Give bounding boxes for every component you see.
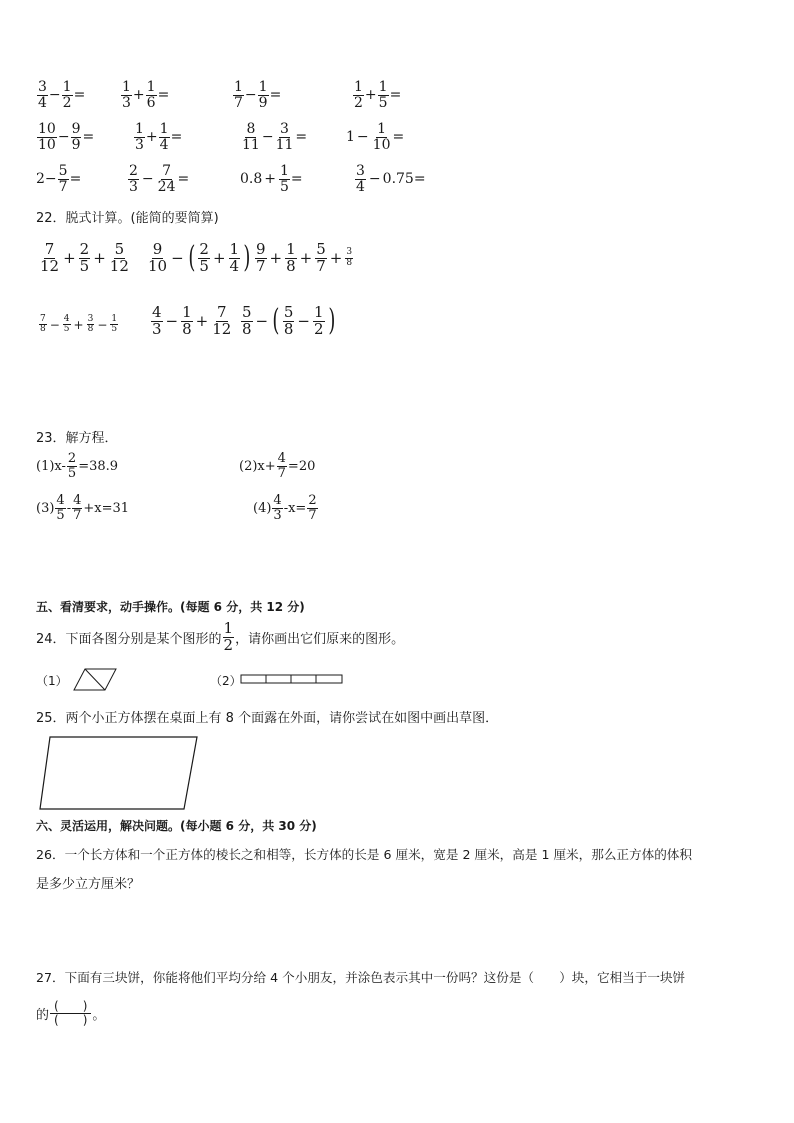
operator: −: [244, 87, 257, 104]
denominator: 8: [283, 319, 294, 338]
operator: +: [63, 249, 76, 268]
lead-number: 1: [346, 129, 355, 146]
numerator: 8: [246, 121, 256, 137]
operator: +: [269, 249, 283, 268]
numerator: 7: [217, 303, 227, 321]
operator: −: [255, 312, 269, 331]
equals: =: [290, 171, 303, 188]
numerator: 2: [199, 240, 209, 258]
oral-item: [120, 80, 169, 110]
denominator: 7: [316, 256, 326, 275]
numerator: 1: [159, 121, 169, 137]
numerator: 2: [67, 451, 77, 466]
eq-prefix: (3): [36, 500, 55, 516]
numerator: 1: [122, 79, 131, 95]
oral-item: [240, 122, 307, 152]
denominator: 24: [157, 178, 176, 195]
operator: +: [195, 312, 209, 331]
numerator: 9: [152, 240, 163, 258]
denominator: 2: [223, 635, 234, 654]
eq-prefix: (1)x-: [36, 458, 66, 474]
equals: =: [170, 129, 183, 146]
operator: −: [97, 317, 108, 332]
oral-item: [36, 80, 122, 110]
operator: −: [297, 312, 310, 331]
denominator: 7: [277, 465, 286, 481]
equals: =: [69, 171, 82, 188]
numerator: 1: [234, 79, 243, 95]
operator: −: [368, 171, 381, 188]
numerator: 4: [277, 451, 286, 466]
numerator: 3: [87, 314, 94, 324]
denominator: 11: [242, 136, 260, 153]
half-figure-strip: [240, 673, 344, 685]
numerator: 1: [354, 79, 363, 95]
equals: =: [157, 87, 170, 104]
half-figure-parallelogram: [72, 668, 118, 692]
numerator: 5: [114, 240, 125, 258]
oral-item: [240, 164, 303, 194]
denominator: 9: [71, 136, 81, 153]
denominator: 11: [275, 136, 294, 153]
numerator: 2: [129, 163, 138, 179]
denominator: 7: [256, 256, 266, 275]
denominator: 9: [258, 94, 268, 111]
q27-prefix: 的: [36, 1007, 50, 1023]
operator: +: [73, 317, 84, 332]
numerator: 1: [258, 79, 268, 95]
q24-label-2: （2）: [210, 674, 242, 688]
oral-item: [346, 122, 404, 152]
numerator: 7: [40, 314, 46, 324]
denominator: 8: [346, 257, 353, 268]
denominator: 8: [87, 324, 94, 335]
denominator: 7: [58, 178, 68, 195]
equals: =: [177, 171, 190, 188]
numerator: 5: [58, 163, 68, 179]
eq-prefix: (2)x+: [239, 458, 276, 474]
right-paren: ): [327, 303, 335, 339]
operator: +: [364, 87, 377, 104]
operator: +: [212, 249, 226, 268]
numerator: 1: [313, 303, 324, 321]
operator: +: [145, 129, 158, 146]
equals: =: [392, 129, 405, 146]
eq-mid: -x=: [283, 500, 307, 516]
q25-prompt: 25．两个小正方体摆在桌面上有 8 个面露在外面，请你尝试在如图中画出草图．: [36, 711, 499, 726]
numerator: 5: [242, 303, 252, 321]
numerator: 3: [280, 121, 289, 137]
tail-number: 0.75: [382, 171, 414, 188]
operator: +: [329, 249, 343, 268]
denominator: 10: [148, 256, 168, 275]
numerator: 1: [229, 240, 240, 258]
denominator: 3: [122, 94, 131, 111]
denominator: 2: [62, 94, 72, 111]
numerator: 1: [286, 240, 296, 258]
numerator: 5: [283, 303, 294, 321]
operator: +: [299, 249, 313, 268]
numerator: 2: [79, 240, 90, 258]
operator: −: [165, 312, 179, 331]
equals: =: [413, 171, 426, 188]
operator: +: [264, 171, 276, 188]
denominator: 4: [356, 178, 365, 195]
oral-item: [36, 164, 81, 194]
denominator: 12: [40, 256, 60, 275]
eq-suffix: =38.9: [78, 458, 119, 474]
denominator: 8: [286, 256, 296, 275]
operator: −: [48, 87, 61, 104]
denominator: 5: [111, 324, 118, 335]
denominator: 10: [38, 136, 56, 153]
denominator: 5: [199, 256, 209, 275]
equals: =: [73, 87, 86, 104]
numerator: 4: [56, 493, 65, 508]
denominator: 12: [109, 256, 129, 275]
denominator: 3: [135, 136, 144, 153]
numerator: 1: [378, 79, 388, 95]
denominator: 4: [229, 256, 240, 275]
eq-prefix: (4): [253, 500, 272, 516]
q22-expr-4: [38, 315, 119, 335]
operator: +: [93, 249, 106, 268]
q22-expr-3: [254, 242, 354, 275]
blank-denominator[interactable]: ( ): [54, 1012, 88, 1027]
q24-prompt: [36, 621, 404, 654]
q22-expr-1: [38, 242, 131, 275]
denominator: 6: [146, 94, 156, 111]
denominator: 3: [273, 507, 282, 523]
eq-suffix: +x=31: [83, 500, 130, 516]
operator: +: [132, 87, 145, 104]
q27-line-1: 27．下面有三块饼，你能将他们平均分给 4 个小朋友，并涂色表示其中一份吗？这份是（ ）块，它相当于一块饼: [36, 970, 686, 985]
denominator: 5: [63, 324, 70, 335]
numerator: 4: [273, 493, 282, 508]
numerator: 4: [73, 493, 82, 508]
q23-eq-2: [239, 452, 315, 480]
denominator: 4: [159, 136, 169, 153]
numerator: 1: [62, 79, 72, 95]
numerator: 9: [256, 240, 266, 258]
numerator: 1: [135, 121, 144, 137]
oral-item: [36, 122, 94, 152]
oral-row-1: [36, 80, 122, 110]
numerator: 1: [146, 79, 156, 95]
left-paren: (: [188, 240, 196, 276]
numerator: 3: [356, 163, 365, 179]
denominator: 3: [129, 178, 138, 195]
q23-eq-3: [36, 494, 129, 522]
operator: −: [141, 171, 154, 188]
numerator: 1: [182, 303, 192, 321]
operator: −: [49, 317, 60, 332]
denominator: 7: [234, 94, 243, 111]
q23-eq-4: [253, 494, 319, 522]
numerator: 4: [63, 314, 70, 324]
q22-expr-6: [240, 305, 337, 338]
q26-line-1: 26．一个长方体和一个正方体的棱长之和相等，长方体的长是 6 厘米，宽是 2 厘米，高是 1 厘米，那么正方体的体积: [36, 847, 692, 862]
blank-numerator[interactable]: ( ): [50, 1000, 91, 1014]
equals: =: [269, 87, 282, 104]
section-6-heading: 六、灵活运用，解决问题。(每小题 6 分，共 30 分): [36, 819, 317, 833]
operator: −: [57, 129, 70, 146]
denominator: 12: [212, 319, 232, 338]
q26-line-2: 是多少立方厘米？: [36, 877, 141, 892]
oral-item: [232, 80, 281, 110]
oral-item: [352, 80, 401, 110]
denominator: 2: [313, 319, 324, 338]
numerator: 10: [38, 121, 56, 137]
operator: −: [356, 129, 369, 146]
numerator: 1: [111, 314, 118, 324]
numerator: 7: [162, 163, 172, 179]
q23-eq-1: [36, 452, 118, 480]
oral-item: [354, 164, 426, 194]
denominator: 7: [308, 507, 317, 523]
denominator: 5: [280, 178, 289, 195]
lead-number: 0.8: [240, 171, 263, 188]
oral-item: [127, 164, 189, 194]
numerator: 4: [152, 303, 162, 321]
denominator: 5: [378, 94, 388, 111]
denominator: 7: [73, 507, 82, 523]
numerator: 2: [308, 493, 317, 508]
numerator: 1: [280, 163, 289, 179]
numerator: 1: [377, 121, 387, 137]
section-5-heading: 五、看清要求，动手操作。(每题 6 分，共 12 分): [36, 600, 305, 614]
q24-label-1: （1）: [36, 674, 68, 688]
denominator: 8: [40, 324, 46, 335]
denominator: 8: [182, 319, 192, 338]
numerator: 1: [223, 619, 234, 637]
denominator: 10: [372, 136, 391, 153]
lead-number: 2: [36, 171, 45, 188]
right-paren: ): [243, 240, 251, 276]
denominator: 5: [79, 256, 90, 275]
numerator: 7: [44, 240, 55, 258]
oral-item: [133, 122, 182, 152]
denominator: 5: [56, 507, 65, 523]
q24-suffix: ，请你画出它们原来的图形。: [235, 631, 405, 647]
q22-title: 22．脱式计算。(能简的要简算): [36, 211, 219, 226]
operator: −: [44, 171, 57, 188]
q22-expr-2: [146, 242, 253, 275]
q23-title: 23．解方程．: [36, 431, 118, 446]
q27-line-2: [36, 1000, 105, 1026]
numerator: 3: [38, 79, 47, 95]
equals: =: [295, 129, 308, 146]
denominator: 8: [242, 319, 252, 338]
denominator: 4: [38, 94, 47, 111]
eq-suffix: =20: [287, 458, 316, 474]
drawing-parallelogram: [38, 734, 200, 812]
q27-suffix: 。: [92, 1007, 106, 1023]
q24-prefix: 24．下面各图分别是某个图形的: [36, 631, 222, 647]
operator: −: [171, 249, 184, 268]
denominator: 3: [152, 319, 162, 338]
left-paren: (: [272, 303, 280, 339]
q22-expr-5: [150, 305, 233, 338]
operator: −: [261, 129, 274, 146]
eq-mid: -: [66, 500, 72, 516]
denominator: 5: [67, 465, 77, 481]
equals: =: [389, 87, 402, 104]
numerator: 5: [316, 240, 326, 258]
numerator: 3: [346, 247, 353, 258]
denominator: 2: [354, 94, 363, 111]
equals: =: [82, 129, 95, 146]
numerator: 9: [71, 121, 81, 137]
